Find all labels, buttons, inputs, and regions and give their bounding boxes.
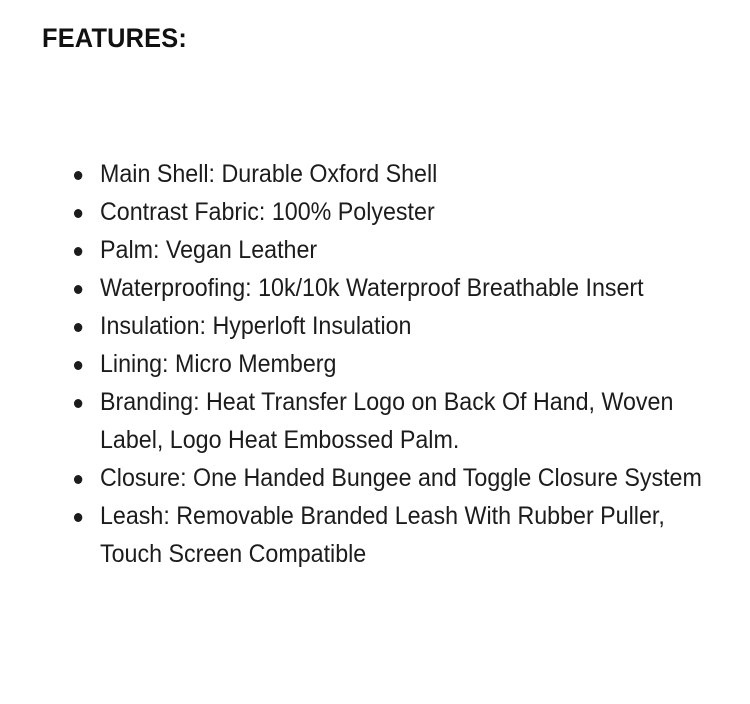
feature-text: Insulation: Hyperloft Insulation (100, 312, 412, 340)
bullet-icon (74, 247, 82, 256)
bullet-icon (74, 171, 82, 180)
features-list (100, 155, 720, 573)
list-item (100, 193, 719, 231)
features-heading: FEATURES: (42, 23, 188, 53)
bullet-icon (74, 323, 82, 332)
bullet-icon (74, 361, 82, 370)
bullet-icon (74, 513, 82, 522)
list-item (100, 307, 719, 345)
bullet-icon (74, 399, 82, 408)
feature-text: Palm: Vegan Leather (100, 236, 318, 264)
list-item (100, 497, 719, 573)
bullet-icon (74, 475, 82, 484)
feature-text: Lining: Micro Memberg (100, 350, 337, 378)
list-item (100, 459, 719, 497)
feature-text: Branding: Heat Transfer Logo on Back Of Hand, Woven Label, Logo Heat Embossed Palm. (100, 388, 674, 454)
feature-text: Waterproofing: 10k/10k Waterproof Breathable Insert (100, 274, 644, 302)
feature-text: Closure: One Handed Bungee and Toggle Closure System (100, 464, 702, 492)
list-item (100, 155, 719, 193)
feature-text: Leash: Removable Branded Leash With Rubber Puller, Touch Screen Compatible (100, 502, 665, 568)
list-item (100, 345, 719, 383)
list-item (100, 231, 719, 269)
list-item (100, 383, 719, 459)
bullet-icon (74, 209, 82, 218)
feature-text: Contrast Fabric: 100% Polyester (100, 198, 435, 226)
feature-text: Main Shell: Durable Oxford Shell (100, 160, 438, 188)
bullet-icon (74, 285, 82, 294)
list-item (100, 269, 719, 307)
